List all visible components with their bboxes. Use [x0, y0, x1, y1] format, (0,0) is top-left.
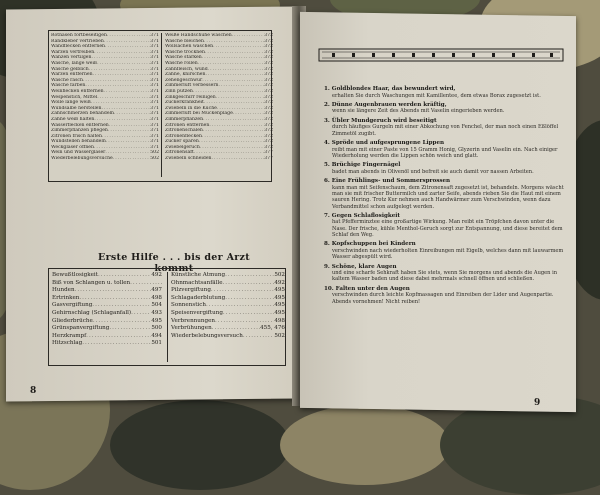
tip-item: [324, 162, 564, 175]
tip-body: erhalten Sie durch Waschungen mit Kamillentee, dem etwas Borax zugesetzt ist.: [332, 92, 541, 99]
first-aid-row: [171, 295, 285, 303]
tip-title: 3. Übler Mundgeruch wird beseitigt: [324, 117, 437, 124]
entry-label: Weinflecken entfernen: [51, 88, 104, 94]
tip-title: 2. Dünne Augenbrauen werden kräftig,: [324, 101, 447, 108]
entry-label: Zehengeschwür: [165, 77, 203, 83]
leader-dots: [86, 333, 151, 341]
entry-label: Schlagaderblutung: [171, 294, 226, 301]
first-aid-row: [171, 302, 285, 310]
first-aid-row: [52, 295, 162, 303]
first-aid-row: [52, 310, 162, 318]
entry-page: 371: [150, 55, 159, 61]
entry-label: Wäsche rollen: [165, 60, 198, 66]
first-aid-row: [171, 318, 285, 326]
index-table: [48, 30, 272, 182]
entry-page: 372: [264, 139, 273, 145]
entry-label: Randkleber vertrieben: [51, 38, 104, 44]
first-aid-table: [48, 268, 286, 366]
entry-page: 372: [264, 122, 273, 128]
entry-page: 371: [150, 33, 159, 38]
entry-page: 492: [151, 272, 162, 278]
entry-label: Wundstellen behandeln: [51, 139, 106, 145]
page-number-left: 8: [30, 386, 37, 396]
first-aid-column-left: [52, 272, 162, 348]
entry-page: 372: [264, 60, 273, 66]
leader-dots: [79, 295, 151, 303]
tip-item: [324, 178, 564, 210]
tip-body: durch häufiges Gurgeln mit einer Abkochung von Fenchel, der man noch einen Eßlöffel Zimmetöl zugibt.: [332, 124, 559, 137]
entry-label: Wandflecken entfernen: [51, 44, 106, 50]
first-aid-row: [52, 333, 162, 341]
tip-item: [324, 118, 564, 137]
entry-page: 372: [264, 77, 273, 83]
entry-page: 502: [150, 156, 159, 162]
entry-label: Zähne, knirschen: [165, 72, 206, 78]
entry-page: 371: [150, 49, 159, 55]
tip-item: [324, 286, 564, 305]
tip-title: 1. Goldblondes Haar, das bewundert wird,: [324, 86, 456, 92]
entry-label: Zimmerpflanzen pflegen: [51, 128, 108, 134]
entry-page: 377: [264, 156, 273, 162]
tip-body: und eine scharfe Sehkraft haben Sie stets, wenn Sie morgens und abends die Augen in kaltem Wasser baden und diese dabei mehrmals schnell öffnen und schließen.: [332, 270, 557, 283]
tip-item: [324, 241, 564, 260]
entry-page: 372: [264, 111, 273, 117]
leader-dots: [215, 318, 274, 326]
first-aid-row: [52, 340, 162, 348]
entry-page: 371: [150, 105, 159, 111]
leader-dots: [130, 280, 162, 288]
entry-page: 372: [264, 116, 273, 122]
entry-page: 372: [264, 105, 273, 111]
entry-page: 372: [264, 44, 273, 50]
leader-dots: [206, 302, 274, 310]
entry-page: 500: [151, 325, 162, 332]
entry-page: 495: [151, 317, 162, 324]
entry-page: 493: [151, 309, 162, 316]
entry-page: 492: [274, 279, 285, 286]
entry-page: 371: [150, 72, 159, 78]
tip-title: 9. Schöne, klare Augen: [324, 263, 397, 270]
entry-label: Wundsalbe herstellen: [51, 105, 102, 111]
leader-dots: [212, 156, 265, 162]
first-aid-heading: Erste Hilfe . . . bis der Arzt kommt: [98, 252, 250, 274]
tip-body: hat Pfefferminztee eine großartige Wirkung. Man reibt ein Tröpfchen davon unter die Nase. Der frische, kühle Menthol-Geruch sorgt zur Entspannung, und diese bereitet dem Schlaf den Weg.: [332, 219, 563, 239]
entry-page: 455, 476: [260, 325, 285, 332]
entry-page: 494: [151, 332, 162, 339]
entry-label: Herzkrampf: [52, 332, 87, 339]
entry-label: Zinkgeschirr reinigen: [165, 94, 216, 100]
entry-label: Zitronen frisch halten: [51, 133, 102, 139]
index-row: [51, 156, 159, 162]
first-aid-row: [171, 287, 285, 295]
entry-page: 371: [150, 83, 159, 89]
entry-label: Wäsche trocknen: [165, 49, 205, 55]
entry-label: Zwiebeln schneiden: [165, 156, 212, 162]
first-aid-row: [171, 280, 285, 288]
first-aid-row: [171, 310, 285, 318]
tip-title: 4. Spröde und aufgesprungene Lippen: [324, 139, 445, 146]
entry-label: Rotnasen fortbeseitigen: [51, 33, 107, 38]
index-column-right: [161, 33, 273, 177]
entry-label: Zuckerkrankheit: [165, 100, 204, 106]
entry-label: Hitzschlag: [52, 340, 83, 347]
tip-body: reibt man mit einer Paste von 15 Gramm Honig, Glyzerin und Vaselin ein. Nach einiger Wiederholung werden die Lippen schön weich und glatt.: [332, 146, 558, 159]
entry-label: Wäsche, lange weiß: [51, 60, 98, 66]
entry-page: 498: [151, 294, 162, 301]
entry-label: Ertrinken: [52, 294, 80, 301]
entry-page: 498: [274, 317, 285, 324]
entry-label: Zinn putzen: [165, 88, 193, 94]
entry-page: 371: [150, 38, 159, 44]
entry-label: Zitronenflecken: [165, 133, 202, 139]
entry-page: 371: [150, 116, 159, 122]
entry-page: 377: [264, 150, 273, 156]
entry-label: Zucker sparen: [165, 139, 199, 145]
entry-label: Zitronen entfernen: [165, 122, 210, 128]
entry-label: Künstliche Atmung: [171, 272, 226, 278]
entry-page: 371: [150, 139, 159, 145]
entry-page: 372: [264, 128, 273, 134]
page-number-right: 9: [534, 398, 541, 408]
entry-page: 371: [150, 144, 159, 150]
entry-page: 495: [274, 309, 285, 316]
entry-page: 372: [264, 66, 273, 72]
entry-label: Wasserflecken entfernen: [51, 122, 109, 128]
entry-label: Zwiebeln in die Küche: [165, 105, 217, 111]
first-aid-row: [171, 333, 285, 341]
leader-dots: [98, 272, 151, 280]
entry-page: 372: [264, 55, 273, 61]
entry-label: Wäsche färben: [51, 83, 86, 89]
first-aid-row: [52, 287, 162, 295]
entry-page: 495: [274, 294, 285, 301]
leader-dots: [92, 302, 151, 310]
entry-label: Weckgläser öffnen: [51, 144, 94, 150]
leader-dots: [223, 280, 275, 288]
entry-label: Weiße Handschuhe waschen: [165, 33, 232, 38]
entry-page: 372: [264, 83, 273, 89]
leader-dots: [243, 333, 274, 341]
leader-dots: [113, 156, 150, 162]
first-aid-row: [171, 272, 285, 280]
entry-page: 372: [264, 133, 273, 139]
entry-page: 371: [150, 133, 159, 139]
tip-title: 6. Eine Frühlings- und Sommersprossen: [324, 178, 451, 185]
entry-label: Verbrennungen: [171, 317, 215, 324]
entry-page: 371: [150, 88, 159, 94]
entry-label: Wespenstich, Mittel: [51, 94, 98, 100]
index-column-left: [51, 33, 159, 162]
entry-label: Biß von Schlangen u. tollen: [52, 279, 131, 286]
leader-dots: [131, 310, 151, 318]
tip-title: 5. Brüchige Fingernägel: [324, 162, 401, 169]
entry-page: 371: [150, 111, 159, 117]
entry-page: 371: [150, 77, 159, 83]
entry-label: Ohnmachtsanfälle: [171, 279, 223, 286]
entry-page: 502: [274, 272, 285, 278]
first-aid-row: [52, 325, 162, 333]
tip-item: [324, 86, 564, 99]
entry-page: 372: [264, 33, 273, 38]
leader-dots: [223, 310, 274, 318]
entry-page: 371: [150, 100, 159, 106]
entry-label: Zimmerluft verbessern: [165, 83, 219, 89]
entry-label: Zimmerluft bei Mückenplage: [165, 111, 233, 117]
entry-label: Pilzvergiftung: [171, 287, 211, 294]
entry-label: Gliederbrüche: [52, 317, 93, 324]
tip-title: 10. Falten unter den Augen: [324, 285, 410, 292]
entry-page: 502: [274, 332, 285, 339]
entry-label: Gehirnschlag (Schlaganfall): [52, 309, 132, 316]
entry-label: Wäsche gelblich: [51, 66, 89, 72]
entry-page: 372: [264, 88, 273, 94]
tip-item: [324, 264, 564, 283]
entry-page: 497: [151, 287, 162, 294]
entry-page: 372: [264, 38, 273, 44]
entry-label: Wein und Wassergläser: [51, 150, 106, 156]
entry-label: Zahnschmerzen behandeln: [51, 111, 114, 117]
entry-page: 371: [150, 60, 159, 66]
leader-dots: [225, 272, 274, 280]
tip-item: [324, 102, 564, 115]
tip-body: wenn sie längere Zeit des Abends mit Vaselin eingerieben werden.: [332, 108, 505, 115]
entry-page: 372: [264, 72, 273, 78]
entry-page: 495: [274, 287, 285, 294]
entry-page: 501: [151, 340, 162, 347]
tip-item: [324, 140, 564, 159]
entry-label: Verbrühungen: [171, 325, 212, 332]
entry-label: Wolle lange weiß: [51, 100, 91, 106]
entry-label: Speisenvergiftung: [171, 309, 223, 316]
entry-page: 371: [150, 122, 159, 128]
first-aid-row: [52, 280, 162, 288]
first-aid-column-right: [167, 272, 285, 362]
entry-page: 504: [151, 302, 162, 309]
leader-dots: [82, 340, 151, 348]
beauty-tips-list: [324, 86, 564, 308]
entry-label: Zähne weiß halten: [51, 116, 95, 122]
tip-body: verschwinden durch leichte Kopfmassagen und Einreiben der Lider und Augenpartie. Abends vornehmen! Nicht reiben!: [332, 292, 554, 305]
first-aid-row: [171, 325, 285, 333]
entry-label: Warzen entfernen: [51, 72, 93, 78]
leader-dots: [225, 295, 274, 303]
leader-dots: [212, 325, 260, 333]
tip-body: kann man mit Seifenschaum, dem Zitronensaft zugesetzt ist, behandeln. Morgens wäscht man sie mit frischer Buttermilch und zarter Seife, abends rieben Sie die Haut mit einem sauren Hering. Trotz Kur nehmen auch Handwärmer zum Verschwinden, wenn dazu Verbandmittel schon aufgelegt werden.: [332, 184, 564, 210]
entry-label: Zitronenschalen: [165, 128, 203, 134]
entry-page: 371: [150, 44, 159, 50]
entry-label: Wäsche stärken: [165, 55, 202, 61]
tip-item: [324, 213, 564, 238]
first-aid-row: [52, 302, 162, 310]
entry-label: Warzen vertreiben: [51, 49, 95, 55]
entry-label: Sonnenstich: [171, 302, 206, 309]
entry-page: 371: [150, 128, 159, 134]
entry-label: Wiederbelebungsversuch: [171, 332, 243, 339]
first-aid-row: [52, 318, 162, 326]
entry-page: 495: [274, 302, 285, 309]
index-row: [165, 156, 273, 162]
entry-page: 372: [264, 49, 273, 55]
entry-label: Zitronensaft: [165, 150, 194, 156]
tip-title: 7. Gegen Schlaflosigkeit: [324, 212, 400, 219]
leader-dots: [75, 287, 152, 295]
first-aid-row: [52, 272, 162, 280]
decorative-border-ornament: [318, 48, 564, 62]
entry-page: 372: [264, 144, 273, 150]
leader-dots: [93, 318, 151, 326]
tip-title: 8. Kopfschuppen bei Kindern: [324, 241, 416, 248]
entry-label: Wäsche bleichen: [165, 38, 204, 44]
leader-dots: [109, 325, 151, 333]
leader-dots: [211, 287, 274, 295]
entry-page: 372: [264, 94, 273, 100]
entry-label: Grünspanvergiftung: [52, 325, 110, 332]
entry-page: 371: [150, 94, 159, 100]
entry-label: Hunden: [52, 287, 75, 294]
entry-label: Wollsachen waschen: [165, 44, 214, 50]
tip-body: verschwinden nach wiederholten Einreibungen mit Eigelb, welches dann mit lauwarmem Wasser abgespült wird.: [332, 247, 564, 261]
entry-label: Wiederbelebungsversuche: [51, 156, 113, 162]
entry-page: 371: [150, 66, 159, 72]
entry-label: Zwiebelgeruch: [165, 144, 200, 150]
entry-label: Zahnfleisch, wund: [165, 66, 208, 72]
entry-label: Gasvergiftung: [52, 302, 93, 309]
entry-page: 372: [264, 100, 273, 106]
entry-label: Wanzen vertilgen: [51, 55, 92, 61]
entry-label: Zimmerpflanzen: [165, 116, 204, 122]
entry-label: Bewußtlosigkeit: [52, 272, 98, 278]
entry-label: Wäsche rasch: [51, 77, 83, 83]
tip-body: badet man abends in Olivenöl und befreit sie auch damit vor nassen Arbeiten.: [332, 168, 534, 175]
entry-page: 502: [150, 150, 159, 156]
